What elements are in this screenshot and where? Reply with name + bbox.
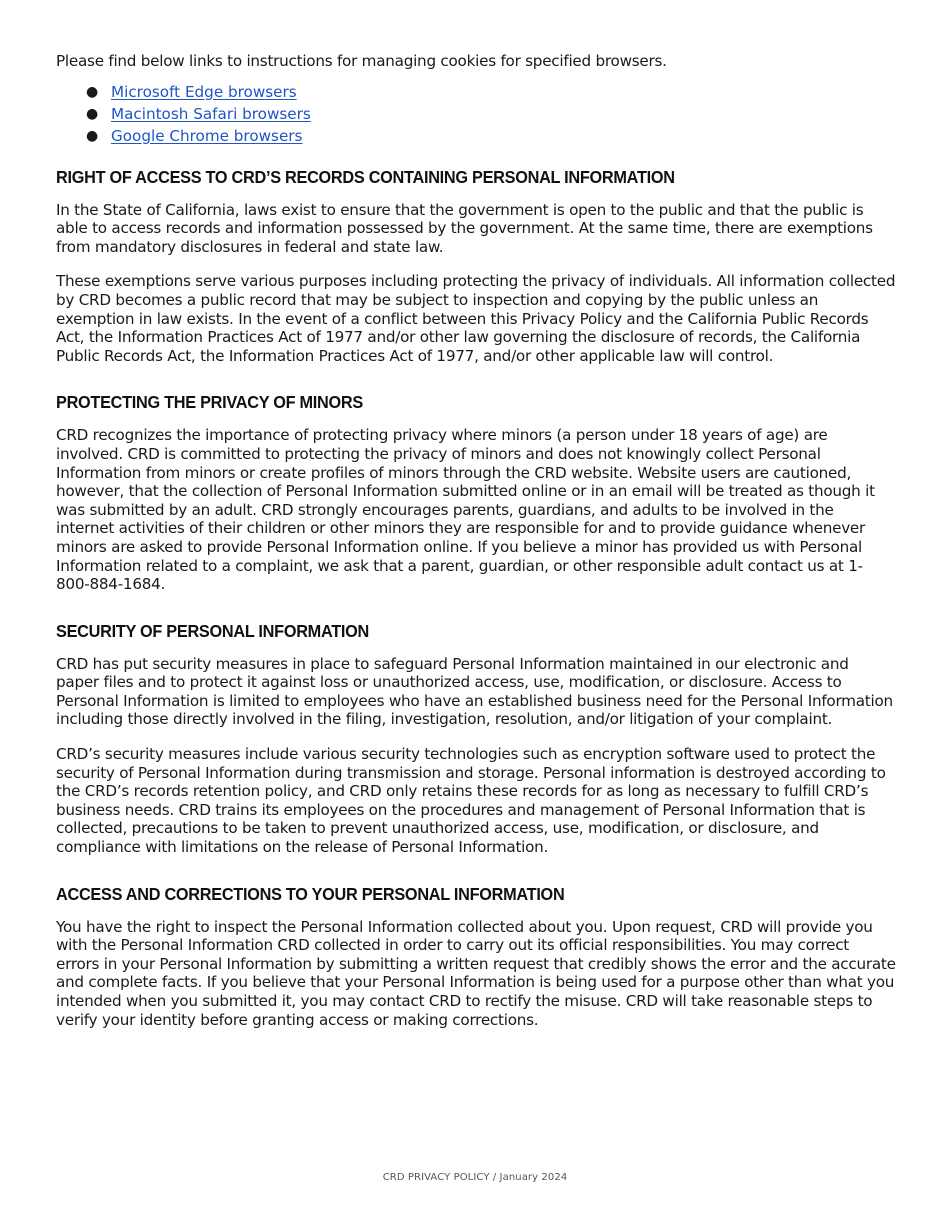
section-heading: PROTECTING THE PRIVACY OF MINORS xyxy=(56,392,363,413)
chrome-link[interactable]: Google Chrome browsers xyxy=(111,126,303,145)
bullet-icon: ● xyxy=(86,127,99,144)
document-page xyxy=(56,52,896,1056)
section-heading: RIGHT OF ACCESS TO CRD’S RECORDS CONTAINING PERSONAL INFORMATION xyxy=(56,166,675,187)
page-footer: CRD PRIVACY POLICY / January 2024 xyxy=(382,1172,568,1183)
section-paragraph: CRD has put security measures in place to safeguard Personal Information maintained in our electronic and paper files and to protect it against loss or unauthorized access, use, modification, or disclosure. Access to Personal Information is limited to employees who have an established business need for the Personal Information including those directly involved in the filing, investigation, resolution, and/or litigation of your complaint. xyxy=(56,654,893,729)
section-right-of-access xyxy=(56,167,896,366)
browser-links-list xyxy=(56,81,896,147)
section-paragraph: These exemptions serve various purposes including protecting the privacy of individuals. All information collected by CRD becomes a public record that may be subject to inspection and copying by the public unless an exemption in law exists. In the event of a conflict between this Privacy Policy and the California Public Records Act, the Information Practices Act of 1977 and/or other law governing the disclosure of records, the California Public Records Act, the Information Practices Act of 1977, and/or other applicable law will control. xyxy=(56,272,896,365)
list-item xyxy=(56,103,896,125)
intro-text: Please find below links to instructions for managing cookies for specified browsers. xyxy=(56,52,667,70)
section-paragraph: CRD’s security measures include various security technologies such as encryption software used to protect the security of Personal Information during transmission and storage. Personal information is destroyed according to the CRD’s records retention policy, and CRD only retains these records for as long as necessary to fulfill CRD’s business needs. CRD trains its employees on the procedures and management of Personal Information that is collected, precautions to be taken to prevent unauthorized access, use, modification, or disclosure, and compliance with limitations on the release of Personal Information. xyxy=(56,745,886,857)
bullet-icon: ● xyxy=(86,83,99,100)
section-security xyxy=(56,621,896,857)
microsoft-edge-link[interactable]: Microsoft Edge browsers xyxy=(111,82,297,101)
section-paragraph: You have the right to inspect the Personal Information collected about you. Upon request, CRD will provide you with the Personal Information CRD collected in order to carry out its official responsibilities. You may correct errors in your Personal Information by submitting a written request that credibly shows the error and the accurate and complete facts. If you believe that your Personal Information is being used for a purpose other than what you intended when you submitted it, you may contact CRD to rectify the misuse. CRD will take reasonable steps to verify your identity before granting access or making corrections. xyxy=(56,917,896,1029)
section-paragraph: CRD recognizes the importance of protecting privacy where minors (a person under 18 years of age) are involved. CRD is committed to protecting the privacy of minors and does not knowingly collect Personal Information from minors or create profiles of minors through the CRD website. Website users are cautioned, however, that the collection of Personal Information submitted online or in an email will be treated as though it was submitted by an adult. CRD strongly encourages parents, guardians, and adults to be involved in the internet activities of their children or other minors they are responsible for and to provide guidance whenever minors are asked to provide Personal Information online. If you believe a minor has provided us with Personal Information related to a complaint, we ask that a parent, guardian, or other responsible adult contact us at 1-800-884-1684. xyxy=(56,426,875,594)
section-paragraph: In the State of California, laws exist to ensure that the government is open to the public and that the public is able to access records and information possessed by the government. At the same time, there are exemptions from mandatory disclosures in federal and state law. xyxy=(56,200,873,256)
list-item xyxy=(56,125,896,147)
section-heading: ACCESS AND CORRECTIONS TO YOUR PERSONAL INFORMATION xyxy=(56,883,565,904)
safari-link[interactable]: Macintosh Safari browsers xyxy=(111,104,311,123)
list-item xyxy=(56,81,896,103)
section-access-and-corrections xyxy=(56,884,896,1030)
section-privacy-of-minors xyxy=(56,392,896,593)
bullet-icon: ● xyxy=(86,105,99,122)
section-heading: SECURITY OF PERSONAL INFORMATION xyxy=(56,620,369,641)
